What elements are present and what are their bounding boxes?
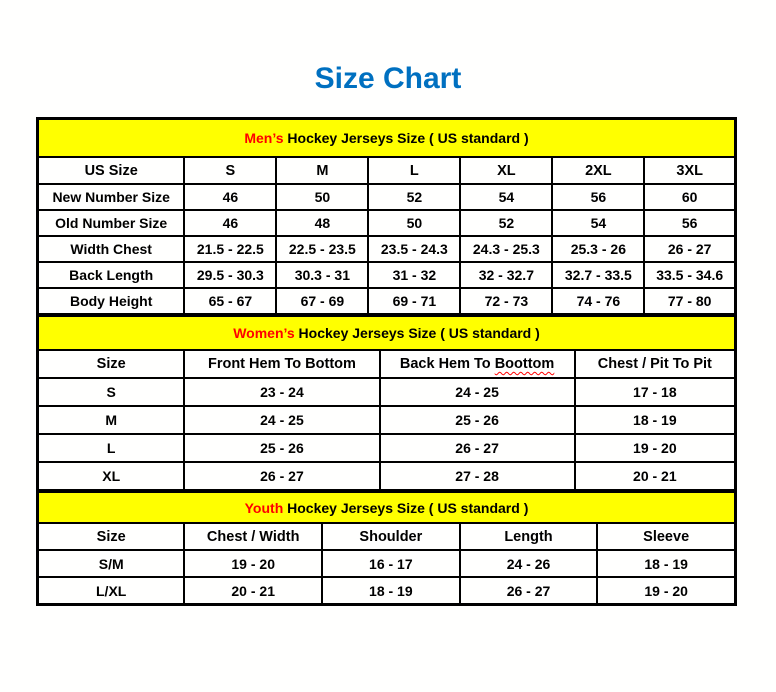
col-header: Size	[38, 350, 184, 378]
row-label: XL	[38, 462, 184, 490]
table-row	[38, 577, 735, 604]
cell: 24 - 26	[460, 550, 598, 577]
mens-section-row	[38, 119, 735, 157]
cell: 65 - 67	[184, 288, 276, 314]
table-row	[38, 262, 735, 288]
table-row	[38, 462, 735, 490]
col-header: XL	[460, 157, 552, 184]
womens-size-table	[37, 315, 736, 491]
page-title: Size Chart	[314, 62, 462, 95]
cell: 18 - 19	[322, 577, 460, 604]
table-row	[38, 288, 735, 314]
cell: 24 - 25	[380, 378, 575, 406]
mens-section-rest: Hockey Jerseys Size ( US standard )	[283, 130, 529, 146]
cell: 17 - 18	[575, 378, 735, 406]
col-header	[380, 350, 575, 378]
womens-column-header-row	[38, 350, 735, 378]
size-tables-container	[36, 117, 737, 606]
col-header: Size	[38, 523, 184, 550]
cell: 26 - 27	[380, 434, 575, 462]
mens-column-header-row	[38, 157, 735, 184]
cell: 56	[552, 184, 644, 210]
col-header: S	[184, 157, 276, 184]
cell: 21.5 - 22.5	[184, 236, 276, 262]
youth-section-row	[38, 492, 735, 523]
mens-size-table	[37, 118, 736, 315]
womens-section-row	[38, 316, 735, 350]
cell: 30.3 - 31	[276, 262, 368, 288]
row-label: Width Chest	[38, 236, 184, 262]
cell: 27 - 28	[380, 462, 575, 490]
cell: 20 - 21	[575, 462, 735, 490]
cell: 72 - 73	[460, 288, 552, 314]
cell: 26 - 27	[644, 236, 735, 262]
row-label: Old Number Size	[38, 210, 184, 236]
row-label: S/M	[38, 550, 184, 577]
cell: 77 - 80	[644, 288, 735, 314]
womens-section-rest: Hockey Jerseys Size ( US standard )	[294, 325, 540, 341]
cell: 67 - 69	[276, 288, 368, 314]
table-row	[38, 406, 735, 434]
cell: 46	[184, 184, 276, 210]
col-header: M	[276, 157, 368, 184]
col-header: Chest / Width	[184, 523, 322, 550]
cell: 19 - 20	[575, 434, 735, 462]
row-label: S	[38, 378, 184, 406]
cell: 54	[460, 184, 552, 210]
cell: 74 - 76	[552, 288, 644, 314]
cell: 56	[644, 210, 735, 236]
cell: 32.7 - 33.5	[552, 262, 644, 288]
cell: 16 - 17	[322, 550, 460, 577]
table-row	[38, 210, 735, 236]
col-header: 2XL	[552, 157, 644, 184]
col-header-text: Back Hem To	[399, 356, 495, 372]
col-header: US Size	[38, 157, 184, 184]
row-label: Body Height	[38, 288, 184, 314]
cell: 26 - 27	[184, 462, 379, 490]
row-label: Back Length	[38, 262, 184, 288]
table-row	[38, 550, 735, 577]
misspelled-word: Boottom	[494, 356, 555, 372]
cell: 33.5 - 34.6	[644, 262, 735, 288]
youth-section-highlight: Youth	[244, 499, 284, 516]
cell: 54	[552, 210, 644, 236]
mens-section-highlight: Men’s	[244, 130, 284, 146]
cell: 18 - 19	[597, 550, 735, 577]
womens-section-highlight: Women’s	[233, 325, 295, 341]
cell: 32 - 32.7	[460, 262, 552, 288]
cell: 31 - 32	[368, 262, 460, 288]
womens-section-header	[38, 316, 735, 350]
cell: 52	[460, 210, 552, 236]
cell: 22.5 - 23.5	[276, 236, 368, 262]
cell: 24 - 25	[184, 406, 379, 434]
table-row	[38, 434, 735, 462]
table-row	[38, 236, 735, 262]
col-header: L	[368, 157, 460, 184]
cell: 20 - 21	[184, 577, 322, 604]
cell: 25 - 26	[184, 434, 379, 462]
cell: 50	[368, 210, 460, 236]
youth-column-header-row	[38, 523, 735, 550]
mens-section-header	[38, 119, 735, 157]
col-header: Shoulder	[322, 523, 460, 550]
cell: 52	[368, 184, 460, 210]
table-row	[38, 184, 735, 210]
cell: 23.5 - 24.3	[368, 236, 460, 262]
row-label: New Number Size	[38, 184, 184, 210]
row-label: M	[38, 406, 184, 434]
col-header: Chest / Pit To Pit	[575, 350, 735, 378]
cell: 23 - 24	[184, 378, 379, 406]
cell: 18 - 19	[575, 406, 735, 434]
cell: 69 - 71	[368, 288, 460, 314]
cell: 60	[644, 184, 735, 210]
cell: 19 - 20	[184, 550, 322, 577]
col-header: Length	[460, 523, 598, 550]
cell: 46	[184, 210, 276, 236]
cell: 26 - 27	[460, 577, 598, 604]
row-label: L/XL	[38, 577, 184, 604]
col-header: Sleeve	[597, 523, 735, 550]
col-header: 3XL	[644, 157, 735, 184]
cell: 25.3 - 26	[552, 236, 644, 262]
cell: 24.3 - 25.3	[460, 236, 552, 262]
cell: 19 - 20	[597, 577, 735, 604]
youth-section-rest: Hockey Jerseys Size ( US standard )	[283, 499, 529, 516]
cell: 48	[276, 210, 368, 236]
cell: 29.5 - 30.3	[184, 262, 276, 288]
row-label: L	[38, 434, 184, 462]
col-header: Front Hem To Bottom	[184, 350, 379, 378]
table-row	[38, 378, 735, 406]
youth-size-table	[37, 491, 736, 605]
cell: 50	[276, 184, 368, 210]
youth-section-header	[38, 492, 735, 523]
cell: 25 - 26	[380, 406, 575, 434]
